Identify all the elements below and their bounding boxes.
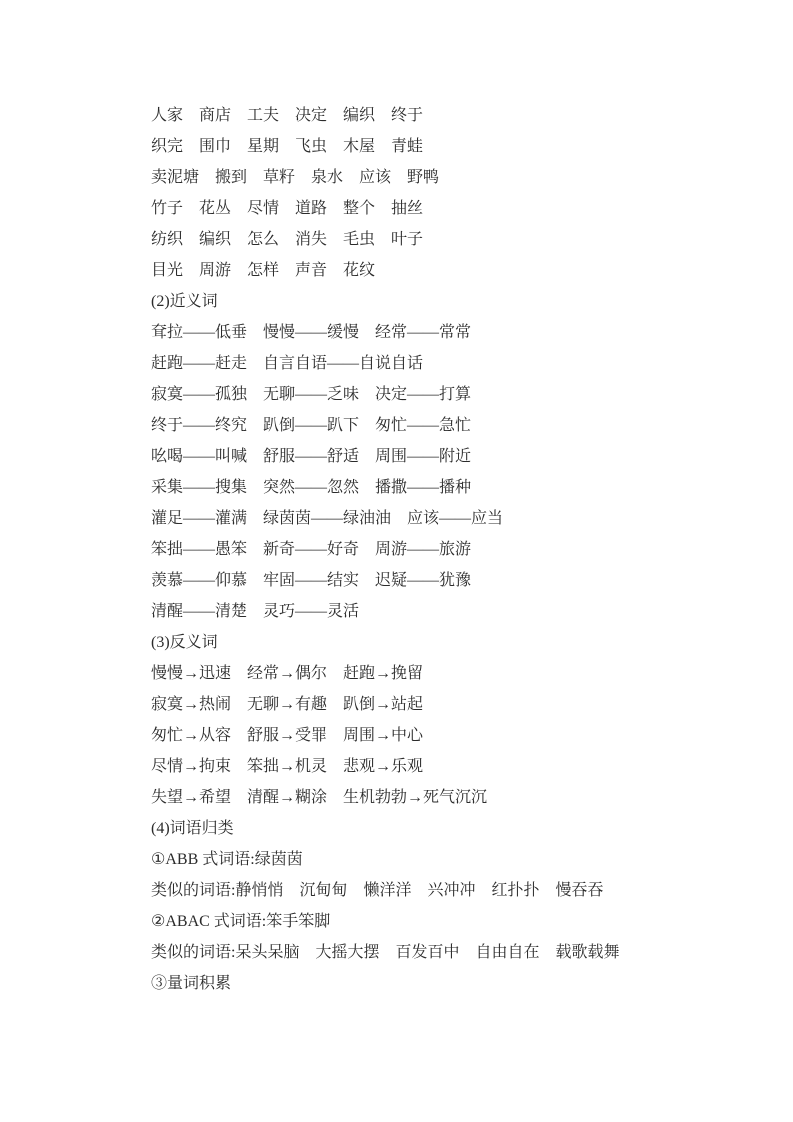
- word-categories-heading: (4)词语归类: [151, 820, 234, 837]
- synonym-line: 赶跑——赶走 自言自语——自说自话: [151, 355, 424, 372]
- antonym-line: 慢慢→迅速 经常→偶尔 赶跑→挽留: [151, 665, 424, 682]
- word-list-line: 卖泥塘 搬到 草籽 泉水 应该 野鸭: [151, 169, 440, 186]
- synonym-line: 寂寞——孤独 无聊——乏味 决定——打算: [151, 386, 472, 403]
- antonym-line: 寂寞→热闹 无聊→有趣 趴倒→站起: [151, 696, 424, 713]
- synonym-line: 耷拉——低垂 慢慢——缓慢 经常——常常: [151, 324, 472, 341]
- word-list-line: 竹子 花丛 尽情 道路 整个 抽丝: [151, 200, 424, 217]
- word-list-section: [151, 100, 753, 286]
- word-categories-section: [151, 813, 753, 999]
- category-line: ③量词积累: [151, 975, 232, 992]
- word-list-line: 纺织 编织 怎么 消失 毛虫 叶子: [151, 231, 424, 248]
- synonym-line: 灌足——灌满 绿茵茵——绿油油 应该——应当: [151, 510, 504, 527]
- synonyms-heading: (2)近义词: [151, 293, 218, 310]
- synonym-line: 清醒——清楚 灵巧——灵活: [151, 603, 360, 620]
- antonyms-heading: (3)反义词: [151, 634, 218, 651]
- antonyms-section: [151, 627, 753, 813]
- synonym-line: 吆喝——叫喊 舒服——舒适 周围——附近: [151, 448, 472, 465]
- category-line: ①ABB 式词语:绿茵茵: [151, 851, 303, 868]
- antonym-line: 匆忙→从容 舒服→受罪 周围→中心: [151, 727, 424, 744]
- synonym-line: 终于——终究 趴倒——趴下 匆忙——急忙: [151, 417, 472, 434]
- antonym-line: 尽情→拘束 笨拙→机灵 悲观→乐观: [151, 758, 424, 775]
- synonyms-section: [151, 286, 753, 627]
- word-list-line: 人家 商店 工夫 决定 编织 终于: [151, 107, 424, 124]
- synonym-line: 采集——搜集 突然——忽然 播撒——播种: [151, 479, 472, 496]
- antonym-line: 失望→希望 清醒→糊涂 生机勃勃→死气沉沉: [151, 789, 488, 806]
- synonym-line: 羡慕——仰慕 牢固——结实 迟疑——犹豫: [151, 572, 472, 589]
- synonym-line: 笨拙——愚笨 新奇——好奇 周游——旅游: [151, 541, 472, 558]
- category-line: 类似的词语:静悄悄 沉甸甸 懒洋洋 兴冲冲 红扑扑 慢吞吞: [151, 882, 604, 899]
- category-line: ②ABAC 式词语:笨手笨脚: [151, 913, 331, 930]
- category-line: 类似的词语:呆头呆脑 大摇大摆 百发百中 自由自在 载歌载舞: [151, 944, 620, 961]
- word-list-line: 织完 围巾 星期 飞虫 木屋 青蛙: [151, 138, 424, 155]
- word-list-line: 目光 周游 怎样 声音 花纹: [151, 262, 376, 279]
